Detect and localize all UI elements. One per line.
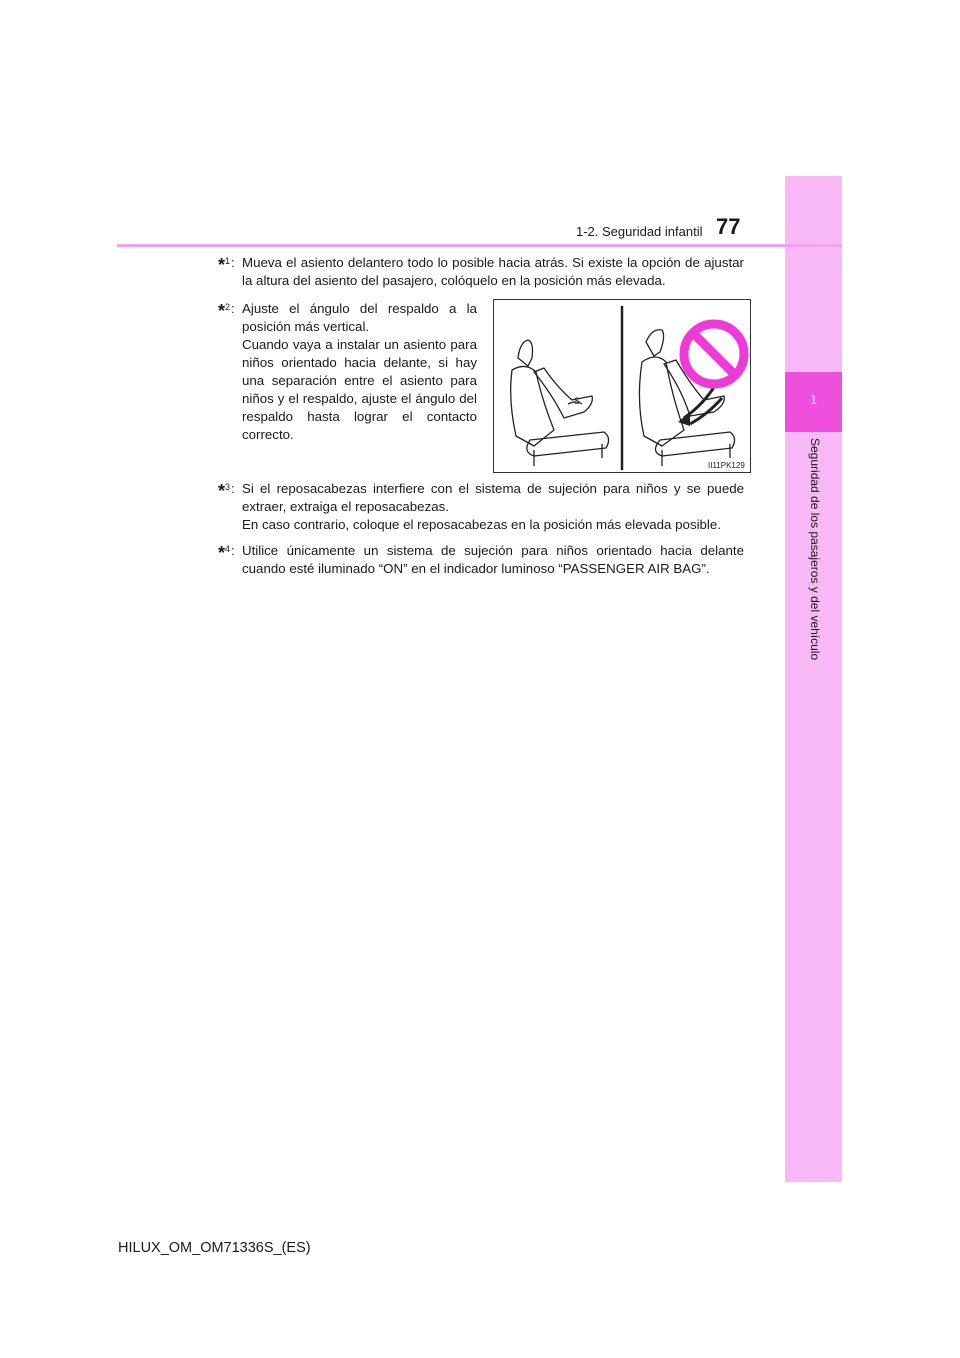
header-rule [117, 244, 842, 247]
note-text: Mueva el asiento delantero todo lo posible hacia atrás. Si existe la opción de ajustar la altura del asiento del pasajero, colóquelo en la posición más elevada. [242, 255, 744, 288]
chapter-number: 1 [809, 392, 818, 407]
note-text: Utilice únicamente un sistema de sujeción para niños orientado hacia delante cuando esté iluminado “ON” en el indicador luminoso “PASSENGER AIR BAG”. [242, 543, 744, 576]
left-seat-drawing [511, 340, 609, 466]
left-seat-mark: S [574, 396, 581, 406]
seat-adjustment-figure [493, 299, 751, 473]
prohibition-icon [684, 324, 744, 384]
section-title: 1-2. Seguridad infantil [576, 224, 703, 239]
note-asterisk: *$^4$ [218, 543, 231, 563]
note-asterisk: *$^1$ [218, 255, 231, 275]
note-text: En caso contrario, coloque el reposacabezas en la posición más elevada posible. [242, 517, 721, 532]
note-text: Cuando vaya a instalar un asiento para niños orientado hacia delante, si hay una separación entre el asiento para niños y el respaldo, ajuste el ángulo del respaldo hasta lograr el contacto correcto. [242, 337, 477, 442]
note-asterisk: *$^3$ [218, 481, 231, 501]
note-text: Ajuste el ángulo del respaldo a la posición más vertical. [242, 301, 477, 334]
page-number: 77 [716, 214, 741, 239]
note-1: *$^1$ : Mueva el asiento delantero todo lo posible hacia atrás. Si existe la opción de ajustar la altura del asiento del pasajero, colóquelo en la posición más elevada. [218, 254, 744, 290]
note-3: *$^3$ : Si el reposacabezas interfiere con el sistema de sujeción para niños y se puede extraer, extraiga el reposacabezas. En caso contrario, coloque el reposacabezas en la posición más elevada posible. [218, 480, 744, 534]
note-asterisk: *$^2$ [218, 301, 231, 321]
seat-illustration [494, 300, 750, 472]
note-2: *$^2$ : Ajuste el ángulo del respaldo a la posición más vertical. Cuando vaya a instalar un asiento para niños orientado hacia delante, si hay una separación entre el asiento para niños y el respaldo, ajuste el ángulo del respaldo hasta lograr el contacto correcto. [218, 300, 477, 444]
note-text: Si el reposacabezas interfiere con el sistema de sujeción para niños y se puede extraer, extraiga el reposacabezas. [242, 481, 744, 514]
figure-code: II11PK129 [708, 461, 745, 470]
note-4: *$^4$ : Utilice únicamente un sistema de sujeción para niños orientado hacia delante cuando esté iluminado “ON” en el indicador luminoso “PASSENGER AIR BAG”. [218, 542, 744, 578]
chapter-title: Seguridad de los pasajeros y del vehículo [808, 438, 822, 661]
footer-document-code: HILUX_OM_OM71336S_(ES) [118, 1240, 311, 1256]
